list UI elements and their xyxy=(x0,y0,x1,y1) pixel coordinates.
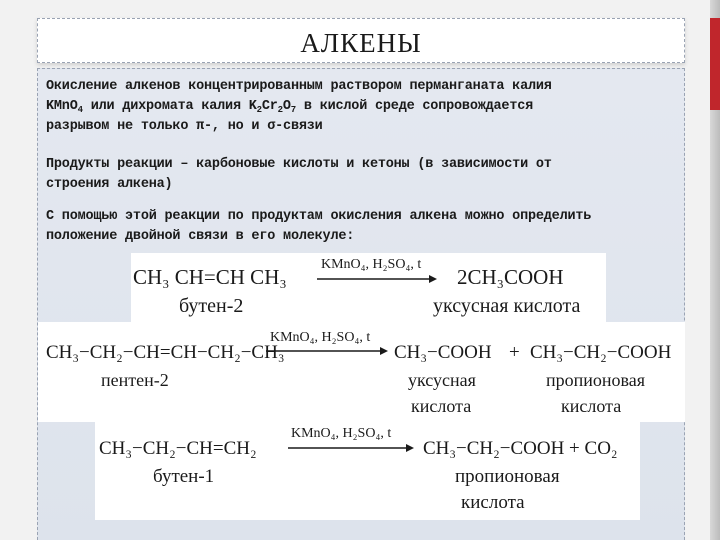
reaction3-arrow xyxy=(288,442,414,454)
reaction2-plus: + xyxy=(509,342,520,363)
paragraph-double-bond xyxy=(46,207,686,247)
subscript: 2 xyxy=(256,105,262,115)
paragraph3-line2: положение двойной связи в его молекуле: xyxy=(46,229,355,244)
text-fragment: или дихромата калия K xyxy=(82,99,257,114)
reaction2-product1-name-line1: уксусная xyxy=(408,370,476,390)
reaction3-conditions: KMnO₄, H₂SO₄, t xyxy=(291,426,392,441)
reaction2-product2: CH₃−CH₂−COOH xyxy=(530,342,672,363)
reaction3-product: CH₃−CH₂−COOH + CO₂ xyxy=(423,438,618,459)
reaction1-arrow xyxy=(317,273,437,285)
reaction2-conditions: KMnO₄, H₂SO₄, t xyxy=(270,330,371,345)
paragraph-products xyxy=(46,155,686,195)
reaction3-product-name-line2: кислота xyxy=(461,492,525,513)
reaction1-conditions: KMnO₄, H₂SO₄, t xyxy=(321,257,422,272)
paragraph2-line1: Продукты реакции – карбоновые кислоты и кетоны (в зависимости от xyxy=(46,157,552,172)
slide-title: АЛКЕНЫ xyxy=(300,28,422,58)
paragraph3-line1: С помощью этой реакции по продуктам окисления алкена можно определить xyxy=(46,209,592,224)
reaction-pentene-2 xyxy=(38,322,685,422)
reaction3-reactant-name: бутен-1 xyxy=(153,466,215,487)
reaction-butene-1 xyxy=(95,420,640,520)
subscript: 4 xyxy=(77,105,83,115)
reaction2-product1-name-line2: кислота xyxy=(411,396,472,416)
slide-title-box xyxy=(37,18,685,63)
reaction2-reactant: CH₃−CH₂−CH=CH−CH₂−CH₃ xyxy=(46,342,285,363)
paragraph2-line2: строения алкена) xyxy=(46,177,173,192)
reaction3-product-name-line1: пропионовая xyxy=(455,466,560,487)
reaction-butene-2 xyxy=(131,253,606,323)
subscript: 2 xyxy=(277,105,283,115)
red-accent-bar xyxy=(710,18,720,110)
paragraph-oxidation xyxy=(46,77,686,137)
text-fragment: в кислой среде сопровождается xyxy=(295,99,534,114)
text-fragment: O xyxy=(282,99,291,114)
reaction3-reactant: CH₃−CH₂−CH=CH₂ xyxy=(99,438,257,459)
paragraph1-line2 xyxy=(46,97,686,117)
paragraph1-line3: разрывом не только π-, но и σ-связи xyxy=(46,119,323,134)
reaction1-reactant: CH₃ CH=CH CH₃ xyxy=(133,265,287,289)
text-fragment: Cr xyxy=(261,99,278,114)
reaction1-product-name: уксусная кислота xyxy=(433,295,581,317)
reaction2-product1: CH₃−COOH xyxy=(394,342,492,363)
reaction2-arrow xyxy=(266,345,388,357)
reaction2-reactant-name: пентен-2 xyxy=(101,370,169,390)
paragraph1-line1: Окисление алкенов концентрированным раствором перманганата калия xyxy=(46,79,552,94)
subscript: 7 xyxy=(290,105,296,115)
reaction2-product2-name-line2: кислота xyxy=(561,396,622,416)
reaction1-product: 2CH₃COOH xyxy=(457,265,564,289)
formula-kmno4: KMnO xyxy=(46,99,78,114)
reaction1-reactant-name: бутен-2 xyxy=(179,295,244,317)
reaction2-product2-name-line1: пропионовая xyxy=(546,370,646,390)
